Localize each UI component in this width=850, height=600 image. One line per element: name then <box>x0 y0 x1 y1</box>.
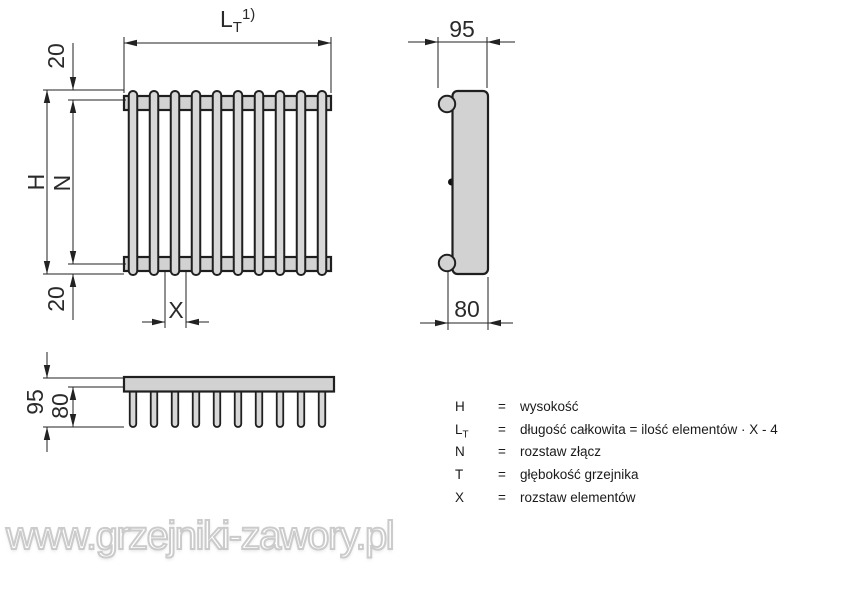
legend <box>455 398 778 511</box>
legend-symbol: T <box>455 467 464 483</box>
tube <box>213 91 222 275</box>
top-view-radiator <box>124 377 334 427</box>
dim-label-topview-depth-body: 80 <box>47 393 73 419</box>
top-view-header-bar <box>124 377 334 392</box>
front-view-radiator <box>124 91 331 275</box>
tube <box>171 91 180 275</box>
legend-text: rozstaw złącz <box>520 444 602 460</box>
tube <box>255 91 264 275</box>
legend-equals: = <box>498 421 506 437</box>
dim-label-connection-spacing: N <box>49 174 75 192</box>
dim-label-side-depth-body: 80 <box>454 296 480 322</box>
legend-equals: = <box>498 399 506 414</box>
tube <box>297 91 306 275</box>
watermark: www.grzejniki-zawory.pl <box>6 514 394 558</box>
legend-row <box>455 443 778 466</box>
tube <box>129 91 138 275</box>
legend-symbol: $L_T$ <box>455 421 469 441</box>
legend-row <box>455 421 778 444</box>
dim-label-topview-depth-total: 95 <box>22 389 48 415</box>
dim-label-top-offset: 20 <box>43 43 69 69</box>
dim-label-bottom-offset: 20 <box>43 286 69 312</box>
top-connection-pipe <box>439 96 455 112</box>
tube <box>276 91 285 275</box>
legend-symbol: N <box>455 444 465 460</box>
dim-label-total-length: $L_T^{1)}$ <box>220 6 256 36</box>
legend-row <box>455 466 778 489</box>
front-element-tubes <box>129 91 327 275</box>
front-view-dimensions <box>43 37 331 328</box>
tube <box>234 91 243 275</box>
legend-row <box>455 489 778 512</box>
legend-equals: = <box>498 489 506 505</box>
dim-label-element-spacing: X <box>168 297 184 323</box>
legend-row <box>455 398 778 421</box>
legend-text: rozstaw elementów <box>520 489 636 505</box>
legend-text: głębokość grzejnika <box>520 467 639 483</box>
legend-text: długość całkowita = ilość elementów · X - 4 <box>520 421 778 437</box>
legend-equals: = <box>498 444 506 460</box>
dim-label-side-depth-total: 95 <box>449 16 475 42</box>
dim-label-height: H <box>23 173 49 191</box>
side-view-radiator <box>439 91 488 274</box>
legend-symbol: H <box>455 399 465 414</box>
bottom-connection-pipe <box>439 255 455 271</box>
tube <box>150 91 159 275</box>
legend-text: wysokość <box>520 399 579 414</box>
legend-equals: = <box>498 467 506 483</box>
side-body <box>453 91 489 274</box>
tube <box>318 91 327 275</box>
legend-symbol: X <box>455 489 465 505</box>
tube <box>192 91 201 275</box>
